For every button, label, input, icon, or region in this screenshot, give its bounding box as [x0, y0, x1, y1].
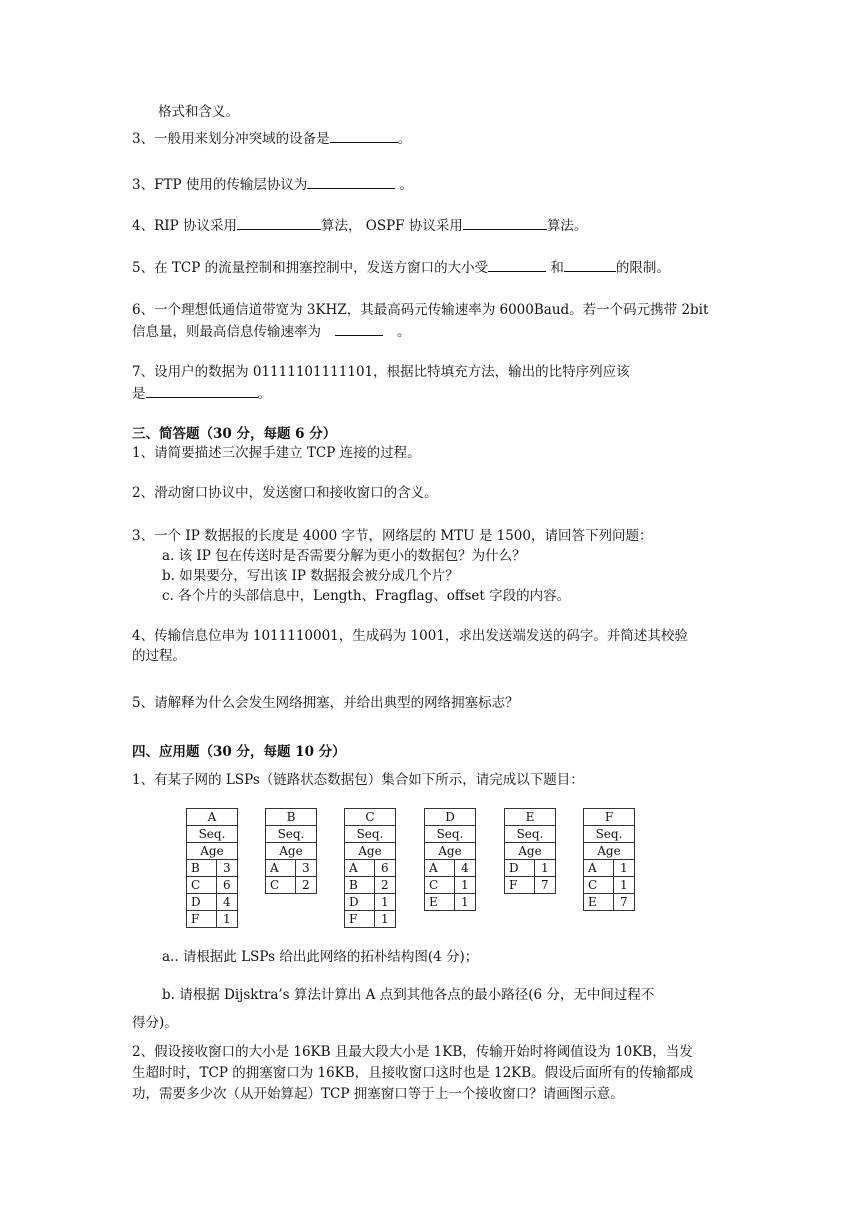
answer-blank[interactable] — [335, 321, 383, 336]
lsp-entry: B 3 — [187, 860, 238, 877]
lsp-age: Age — [266, 843, 317, 860]
lsp-entry: A 6 — [345, 860, 396, 877]
lsp-table-a — [186, 808, 238, 928]
lsp-table-e — [504, 808, 556, 894]
answer-blank[interactable] — [463, 215, 547, 230]
lsp-node-name: B — [266, 809, 317, 826]
app-question-1: 1、有某子网的 LSPs（链路状态数据包）集合如下所示，请完成以下题目： — [132, 772, 584, 788]
answer-blank[interactable] — [330, 128, 398, 143]
lsp-seq: Seq. — [584, 826, 635, 843]
lsp-seq: Seq. — [425, 826, 476, 843]
answer-blank[interactable] — [146, 383, 258, 398]
lsp-entry: B 2 — [345, 877, 396, 894]
lsp-node-name: A — [187, 809, 238, 826]
lsp-node-name: F — [584, 809, 635, 826]
section-3-title: 三、简答题（30 分，每题 6 分） — [132, 426, 337, 442]
lsp-node-name: E — [505, 809, 556, 826]
short-question-3c: c. 各个片的头部信息中，Length、Fragflag、offset 字段的内容。 — [162, 588, 571, 604]
app-question-1a: a.. 请根据此 LSPs 给出此网络的拓朴结构图(4 分)； — [162, 949, 479, 965]
app-question-2-line1: 2、假设接收窗口的大小是 16KB 且最大段大小是 1KB，传输开始时将阈值设为 10KB，当发 — [132, 1044, 693, 1060]
lsp-entry: F 7 — [505, 877, 556, 894]
lsp-seq: Seq. — [266, 826, 317, 843]
lsp-entry: A 4 — [425, 860, 476, 877]
app-question-2-line2: 生超时时，TCP 的拥塞窗口为 16KB，且接收窗口这时也是 12KB。假设后面所有的传输都成 — [132, 1065, 694, 1081]
section-4-title: 四、应用题（30 分，每题 10 分） — [132, 744, 346, 760]
lsp-entry: A 3 — [266, 860, 317, 877]
app-question-1b-line2: 得分)。 — [132, 1015, 178, 1031]
short-question-3a: a. 该 IP 包在传送时是否需要分解为更小的数据包？为什么？ — [162, 548, 526, 564]
short-question-1: 1、请简要描述三次握手建立 TCP 连接的过程。 — [132, 445, 421, 461]
short-question-5: 5、请解释为什么会发生网络拥塞，并给出典型的网络拥塞标志？ — [132, 695, 519, 711]
lsp-node-name: C — [345, 809, 396, 826]
fill-question-4: 4、RIP 协议采用 算法， OSPF 协议采用 算法。 — [132, 215, 587, 236]
short-question-4-line2: 的过程。 — [132, 648, 186, 664]
lsp-entry: D 1 — [505, 860, 556, 877]
lsp-entry: E 7 — [584, 894, 635, 911]
lsp-age: Age — [187, 843, 238, 860]
short-question-3: 3、一个 IP 数据报的长度是 4000 字节，网络层的 MTU 是 1500，请回答下列问题： — [132, 528, 653, 544]
continuation-text: 格式和含义。 — [158, 104, 239, 120]
app-question-1b-line1: b. 请根据 Dijsktra’s 算法计算出 A 点到其他各点的最小路径(6 分，无中间过程不 — [162, 987, 655, 1003]
lsp-seq: Seq. — [505, 826, 556, 843]
app-question-2-line3: 功，需要多少次（从开始算起）TCP 拥塞窗口等于上一个接收窗口？请画图示意。 — [132, 1086, 624, 1102]
lsp-entry: D 4 — [187, 894, 238, 911]
lsp-table-b — [265, 808, 317, 894]
fill-question-5: 5、在 TCP 的流量控制和拥塞控制中，发送方窗口的大小受 和 的限制。 — [132, 257, 670, 278]
lsp-age: Age — [425, 843, 476, 860]
lsp-table-d — [424, 808, 476, 911]
short-question-4-line1: 4、传输信息位串为 1011110001，生成码为 1001，求出发送端发送的码字。并简述其校验 — [132, 628, 688, 644]
short-question-2: 2、滑动窗口协议中，发送窗口和接收窗口的含义。 — [132, 485, 438, 501]
answer-blank[interactable] — [237, 215, 321, 230]
answer-blank[interactable] — [488, 257, 546, 272]
fill-question-3b: 3、FTP 使用的传输层协议为 。 — [132, 174, 413, 195]
lsp-table-c — [344, 808, 396, 928]
lsp-entry: F 1 — [187, 911, 238, 928]
lsp-entry: C 1 — [584, 877, 635, 894]
lsp-age: Age — [505, 843, 556, 860]
lsp-table-f — [583, 808, 635, 911]
lsp-entry: C 1 — [425, 877, 476, 894]
short-question-3b: b. 如果要分，写出该 IP 数据报会被分成几个片？ — [162, 568, 459, 584]
lsp-seq: Seq. — [187, 826, 238, 843]
lsp-entry: F 1 — [345, 911, 396, 928]
fill-question-7-line1: 7、设用户的数据为 01111101111101，根据比特填充方法，输出的比特序列应该 — [132, 364, 630, 380]
lsp-node-name: D — [425, 809, 476, 826]
lsp-age: Age — [345, 843, 396, 860]
lsp-entry: C 2 — [266, 877, 317, 894]
fill-question-3a: 3、一般用来划分冲突域的设备是 。 — [132, 128, 411, 149]
fill-question-6-line1: 6、一个理想低通信道带宽为 3KHZ，其最高码元传输速率为 6000Baud。若一个码元携带 2bit — [132, 302, 709, 318]
lsp-entry: C 6 — [187, 877, 238, 894]
lsp-entry: E 1 — [425, 894, 476, 911]
lsp-entry: D 1 — [345, 894, 396, 911]
lsp-entry: A 1 — [584, 860, 635, 877]
lsp-age: Age — [584, 843, 635, 860]
fill-question-6-line2: 信息量，则最高信息传输速率为 。 — [132, 321, 411, 342]
lsp-seq: Seq. — [345, 826, 396, 843]
answer-blank[interactable] — [307, 174, 395, 189]
fill-question-7-line2: 是 。 — [132, 383, 271, 404]
answer-blank[interactable] — [564, 257, 616, 272]
